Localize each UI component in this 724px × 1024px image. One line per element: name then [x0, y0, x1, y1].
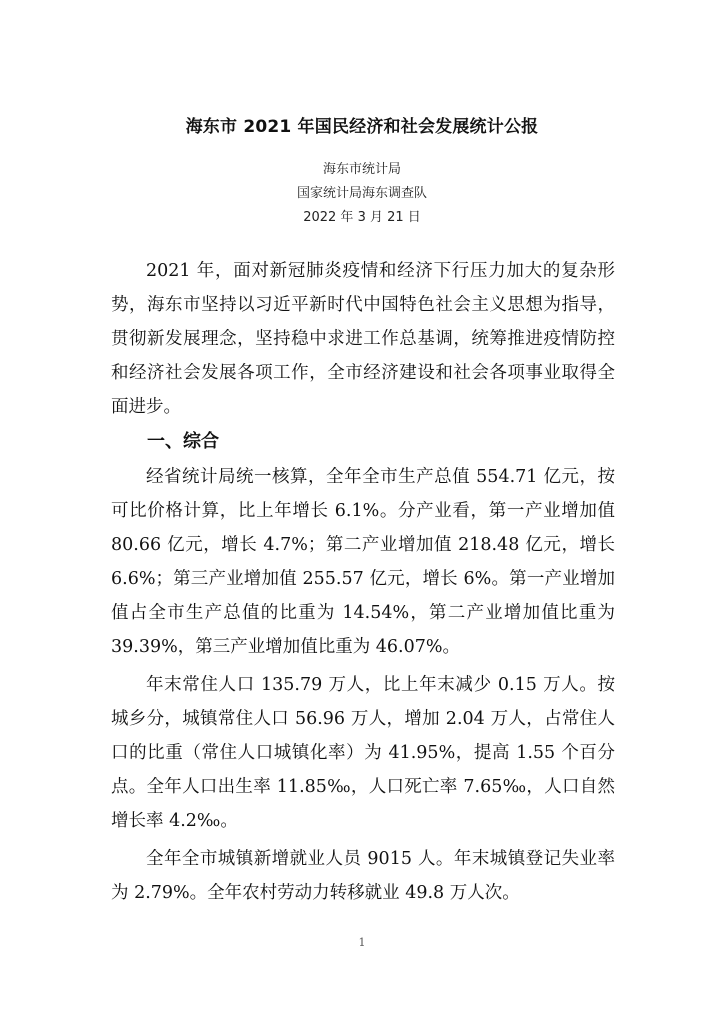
gdp-paragraph: 经省统计局统一核算，全年全市生产总值 554.71 亿元，按可比价格计算，比上年增长 6.1%。分产业看，第一产业增加值 80.66 亿元，增长 4.7%；第二产业增加值 218.48 亿元，增长 6.6%；第三产业增加值 255.57 亿元，增长 6%。第一产业增加值占全市生产总值的比重为 14.54%，第二产业增加值比重为 39.39%，第三产业增加值比重为 46.07%。 [111, 467, 615, 657]
document-title: 海东市 2021 年国民经济和社会发展统计公报 [185, 117, 539, 137]
issuer-survey-team: 国家统计局海东调查队 [296, 186, 427, 201]
population-paragraph: 年末常住人口 135.79 万人，比上年末减少 0.15 万人。按城乡分，城镇常住人口 56.96 万人，增加 2.04 万人，占常住人口的比重（常住人口城镇化率）为 41.95%，提高 1.55 个百分点。全年人口出生率 11.85‰，人口死亡率 7.65‰，人口自然增长率 4.2‰。 [111, 675, 615, 831]
section-heading-overview: 一、综合 [147, 431, 219, 452]
publish-date: 2022 年 3 月 21 日 [303, 210, 421, 225]
employment-paragraph: 全年全市城镇新增就业人员 9015 人。年末城镇登记失业率为 2.79%。全年农村劳动力转移就业 49.8 万人次。 [111, 849, 615, 903]
intro-paragraph: 2021 年，面对新冠肺炎疫情和经济下行压力加大的复杂形势，海东市坚持以习近平新时代中国特色社会主义思想为指导，贯彻新发展理念，坚持稳中求进工作总基调，统筹推进疫情防控和经济社会发展各项工作，全市经济建设和社会各项事业取得全面进步。 [111, 261, 615, 417]
document-body [111, 254, 615, 910]
page-number: 1 [358, 936, 366, 949]
issuer-statistics-bureau: 海东市统计局 [322, 162, 401, 177]
